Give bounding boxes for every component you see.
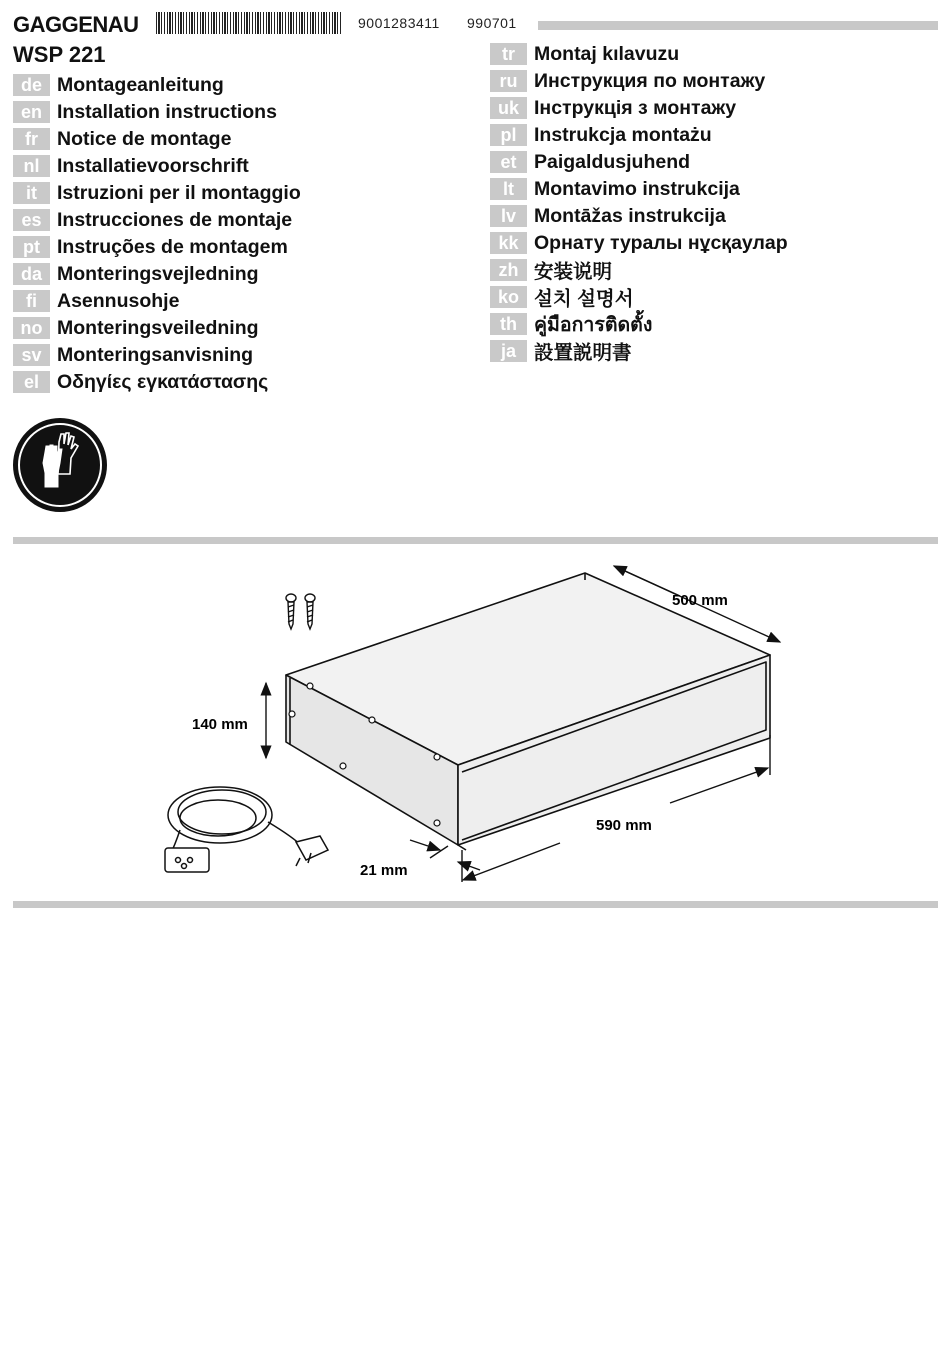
language-row [13, 262, 259, 286]
language-row [490, 231, 788, 255]
language-code: ru [490, 70, 527, 92]
language-code: ja [490, 340, 527, 362]
language-code: et [490, 151, 527, 173]
language-title: Istruzioni per il montaggio [57, 181, 301, 204]
language-title: Paigaldusjuhend [534, 150, 691, 173]
language-row [490, 96, 736, 120]
language-code: pl [490, 124, 527, 146]
language-code: kk [490, 232, 527, 254]
language-row [13, 370, 268, 394]
language-title: Montaj kılavuzu [534, 42, 680, 65]
width-dimension: 590 mm [596, 817, 652, 834]
language-title: Οδηγίες εγκατάστασης [57, 370, 269, 393]
language-code: fi [13, 290, 50, 312]
language-title: Asennusohje [57, 289, 180, 312]
language-row [13, 127, 231, 151]
language-row [490, 123, 712, 147]
language-code: da [13, 263, 50, 285]
language-row [13, 235, 288, 259]
language-row [13, 316, 259, 340]
language-row [490, 339, 632, 363]
language-code: lv [490, 205, 527, 227]
language-title: Інструкція з монтажу [534, 96, 737, 119]
model-title: WSP 221 [13, 42, 106, 67]
date-code: 990701 [467, 15, 517, 31]
language-title: Monteringsvejledning [57, 262, 259, 285]
language-code: lt [490, 178, 527, 200]
language-title: Monteringsveiledning [57, 316, 259, 339]
language-code: es [13, 209, 50, 231]
language-code: zh [490, 259, 527, 281]
language-row [490, 285, 634, 309]
language-code: sv [13, 344, 50, 366]
language-row [13, 73, 224, 97]
language-code: el [13, 371, 50, 393]
language-title: คู่มือการติดตั้ง [534, 313, 653, 336]
language-row [13, 208, 292, 232]
barcode [156, 12, 342, 34]
language-row [13, 289, 179, 313]
language-row [490, 42, 679, 66]
language-title: Montavimo instrukcija [534, 177, 740, 200]
language-title: Instrukcja montażu [534, 123, 712, 146]
language-row [490, 204, 726, 228]
language-row [490, 258, 612, 282]
offset-dimension: 21 mm [360, 862, 408, 879]
language-row [490, 177, 740, 201]
language-row [13, 343, 253, 367]
screws-icon [286, 594, 315, 629]
language-code: no [13, 317, 50, 339]
language-title: Инструкция по монтажу [534, 69, 766, 92]
language-code: de [13, 74, 50, 96]
language-code: it [13, 182, 50, 204]
power-cord-icon [165, 787, 328, 872]
language-code: uk [490, 97, 527, 119]
brand-logo: GAGGENAU [13, 12, 139, 37]
language-code: nl [13, 155, 50, 177]
language-title: Installatievoorschrift [57, 154, 249, 177]
language-code: pt [13, 236, 50, 258]
language-title: Орнату туралы нұсқаулар [534, 231, 788, 254]
gloves-icon [13, 418, 107, 512]
language-row [490, 69, 765, 93]
section-divider [13, 537, 938, 544]
language-title: Montageanleitung [57, 73, 224, 96]
depth-dimension: 500 mm [672, 592, 728, 609]
language-title: Notice de montage [57, 127, 232, 150]
language-row [13, 181, 301, 205]
height-dimension: 140 mm [192, 716, 248, 733]
appliance-drawing [0, 550, 950, 900]
language-code: tr [490, 43, 527, 65]
language-title: Montāžas instrukcija [534, 204, 726, 227]
section-divider [13, 901, 938, 908]
language-title: Monteringsanvisning [57, 343, 254, 366]
language-row [13, 154, 249, 178]
language-title: 設置説明書 [534, 342, 632, 364]
language-row [13, 100, 277, 124]
language-code: fr [13, 128, 50, 150]
language-code: en [13, 101, 50, 123]
language-code: th [490, 313, 527, 335]
language-row [490, 150, 690, 174]
language-title: Instruções de montagem [57, 235, 288, 258]
part-number: 9001283411 [358, 15, 440, 31]
language-title: 安装说明 [534, 261, 613, 283]
language-row [490, 312, 652, 336]
language-title: Installation instructions [57, 100, 277, 123]
language-code: ko [490, 286, 527, 308]
language-title: Instrucciones de montaje [57, 208, 293, 231]
header-divider [538, 21, 938, 30]
language-title: 설치 설명서 [534, 288, 634, 310]
